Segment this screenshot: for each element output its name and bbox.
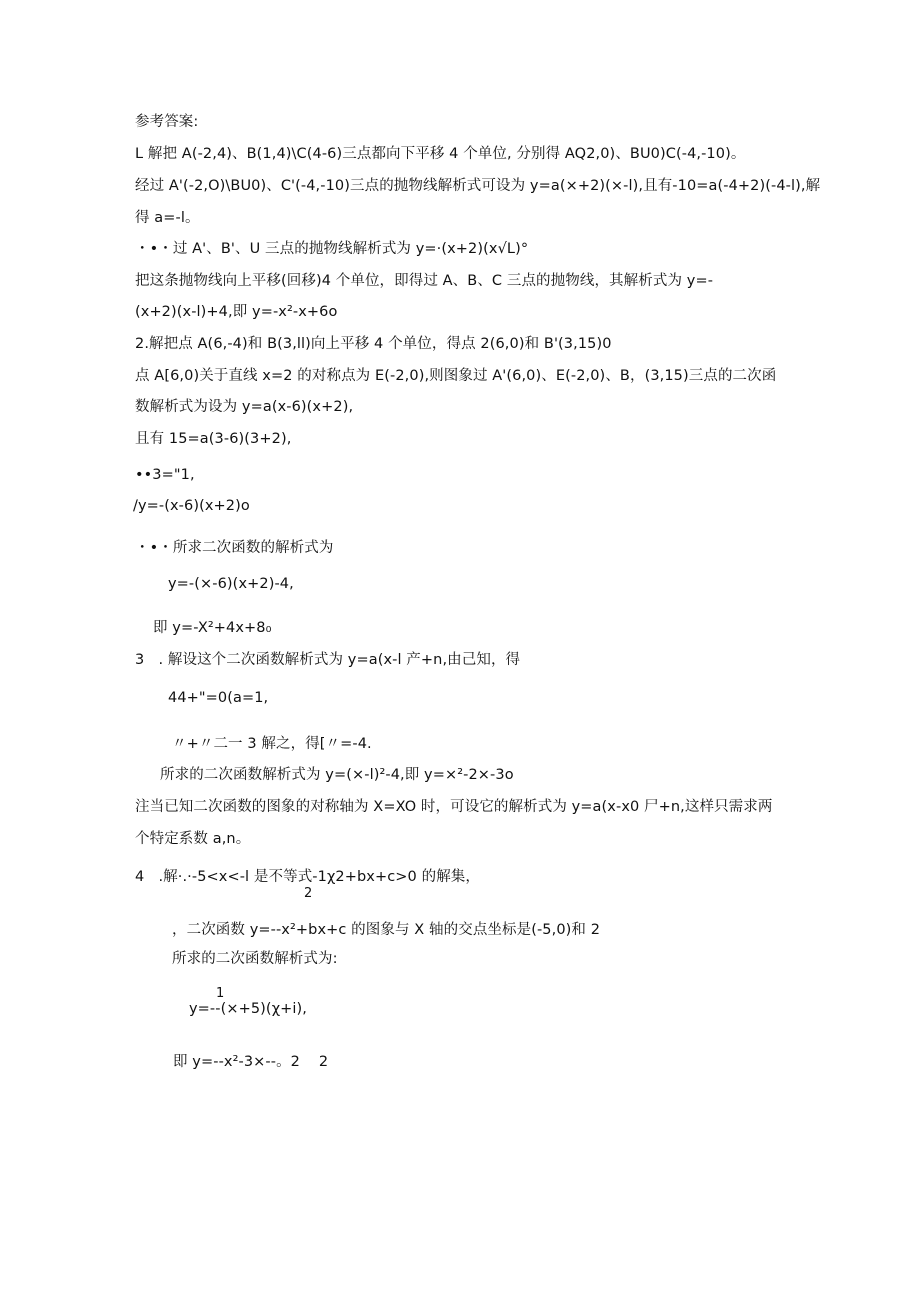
text-line: 经过 A'(-2,O)\BU0)、C'(-4,-10)三点的抛物线解析式可设为 y=a(×+2)(×-l),且有-10=a(-4+2)(-4-l),解 (135, 178, 821, 194)
formula-line: y=--(×+5)(χ+i), (189, 1001, 308, 1017)
text-line: 数解析式为设为 y=a(x-6)(x+2), (135, 399, 354, 415)
formula-line: 44+"=0(a=1, (168, 690, 269, 706)
text-line: ，二次函数 y=--x²+bx+c 的图象与 X 轴的交点坐标是(-5,0)和 2 (172, 922, 601, 938)
text-line: 个特定系数 a,n。 (135, 831, 251, 847)
text-line: L 解把 A(-2,4)、B(1,4)\C(4-6)三点都向下平移 4 个单位, 分别得 AQ2,0)、BU0)C(-4,-10)。 (135, 146, 746, 162)
text-line: 2.解把点 A(6,-4)和 B(3,ll)向上平移 4 个单位，得点 2(6,0)和 B'(3,15)0 (135, 336, 612, 352)
text-line: 得 a=-l。 (135, 210, 200, 226)
text-line: 4 .解·.·-5<x<-l 是不等式-1χ2+bx+c>0 的解集， (135, 869, 480, 885)
formula-line: 〃+〃二一 3 解之，得[〃=-4. (172, 736, 372, 752)
text-line: ・•・过 A'、B'、U 三点的抛物线解析式为 y=·(x+2)(x√L)° (135, 241, 529, 257)
text-line: 注当已知二次函数的图象的对称轴为 X=XO 时，可设它的解析式为 y=a(x-x0 尸+n,这样只需求两 (135, 799, 773, 815)
text-line: 所求的二次函数解析式为 y=(×-l)²-4,即 y=×²-2×-3o (160, 767, 514, 783)
heading-reference-answer: 参考答案: (135, 114, 199, 130)
fraction-numerator: 1 (216, 986, 225, 1001)
text-line: 点 A[6,0)关于直线 x=2 的对称点为 E(-2,0),则图象过 A'(6,0)、E(-2,0)、B，(3,15)三点的二次函 (135, 368, 777, 384)
text-line: (x+2)(x-l)+4,即 y=-x²-x+6o (135, 304, 338, 320)
text-line: ••3="1, (135, 467, 195, 483)
text-line: ・•・所求二次函数的解析式为 (135, 540, 334, 556)
text-line: 且有 15=a(3-6)(3+2), (135, 431, 292, 447)
fraction-denominator: 2 (304, 886, 313, 901)
text-line: 把这条抛物线向上平移(回移)4 个单位，即得过 A、B、C 三点的抛物线，其解析式为 y=- (135, 273, 714, 289)
text-line: 所求的二次函数解析式为: (172, 951, 338, 967)
formula-line: 即 y=--x²-3×--。2 2 (173, 1054, 329, 1070)
formula-line: 即 y=-X²+4x+8₀ (153, 620, 272, 636)
text-line: ∕y=-(x-6)(x+2)o (133, 498, 250, 514)
text-line: 3 . 解设这个二次函数解析式为 y=a(x-l 产+n,由己知，得 (135, 652, 521, 668)
formula-line: y=-(×-6)(x+2)-4, (168, 576, 294, 592)
